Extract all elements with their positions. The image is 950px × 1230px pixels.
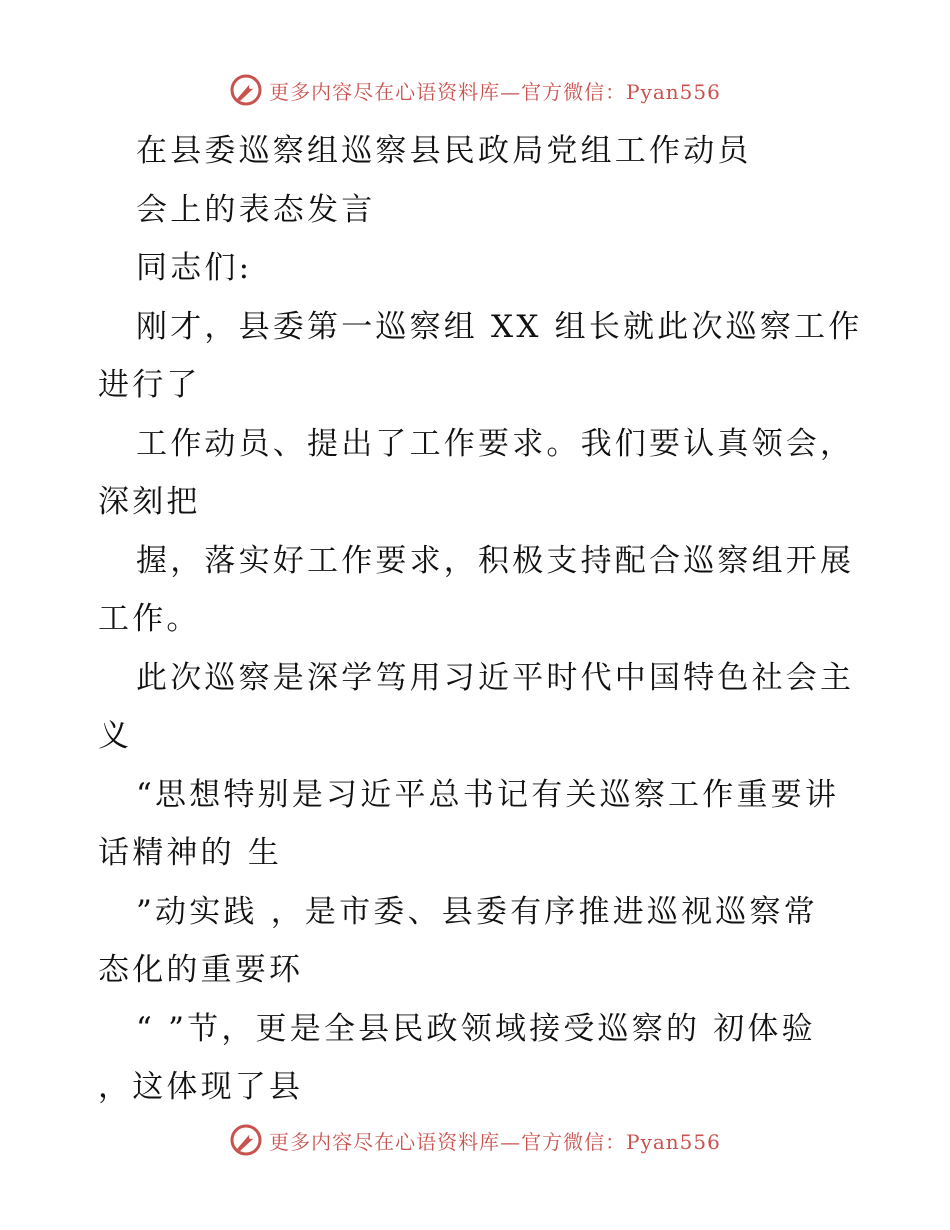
- watermark-text: 更多内容尽在心语资料库—官方微信：Pyan556: [269, 79, 721, 104]
- text-line: 此次巡察是深学笃用习近平时代中国特色社会主: [136, 659, 855, 696]
- watermark-banner-bottom: [0, 1120, 950, 1160]
- text-line: 工作。: [98, 601, 201, 637]
- text-line: 在县委巡察组巡察县民政局党组工作动员: [136, 133, 752, 169]
- text-line: 态化的重要环: [98, 952, 304, 988]
- document-body: [98, 122, 863, 1117]
- text-line: 同志们:: [136, 250, 253, 286]
- text-line: 深刻把: [98, 484, 201, 520]
- text-line: 会上的表态发言: [136, 191, 376, 228]
- text-line: “思想特别是习近平总书记有关巡察工作重要讲: [136, 776, 840, 813]
- text-line: ”动实践 ，是市委、县委有序推进巡视巡察常: [136, 893, 818, 930]
- watermark-banner-top: [0, 70, 950, 110]
- text-line: 义: [98, 718, 133, 754]
- pen-nib-logo-icon: [229, 73, 263, 107]
- text-line: 刚才，县委第一巡察组 XX 组长就此次巡察工作: [136, 308, 863, 345]
- pen-nib-logo-icon: [229, 1123, 263, 1157]
- text-line: 进行了: [98, 367, 201, 403]
- text-line: 握，落实好工作要求，积极支持配合巡察组开展: [136, 542, 855, 579]
- watermark-text: 更多内容尽在心语资料库—官方微信：Pyan556: [269, 1129, 721, 1154]
- text-line: 工作动员、提出了工作要求。我们要认真领会，: [136, 425, 855, 462]
- text-line: “ ”节，更是全县民政领域接受巡察的 初体验: [136, 1010, 816, 1047]
- text-line: ，这体现了县: [98, 1069, 304, 1105]
- text-line: 话精神的 生: [98, 835, 283, 871]
